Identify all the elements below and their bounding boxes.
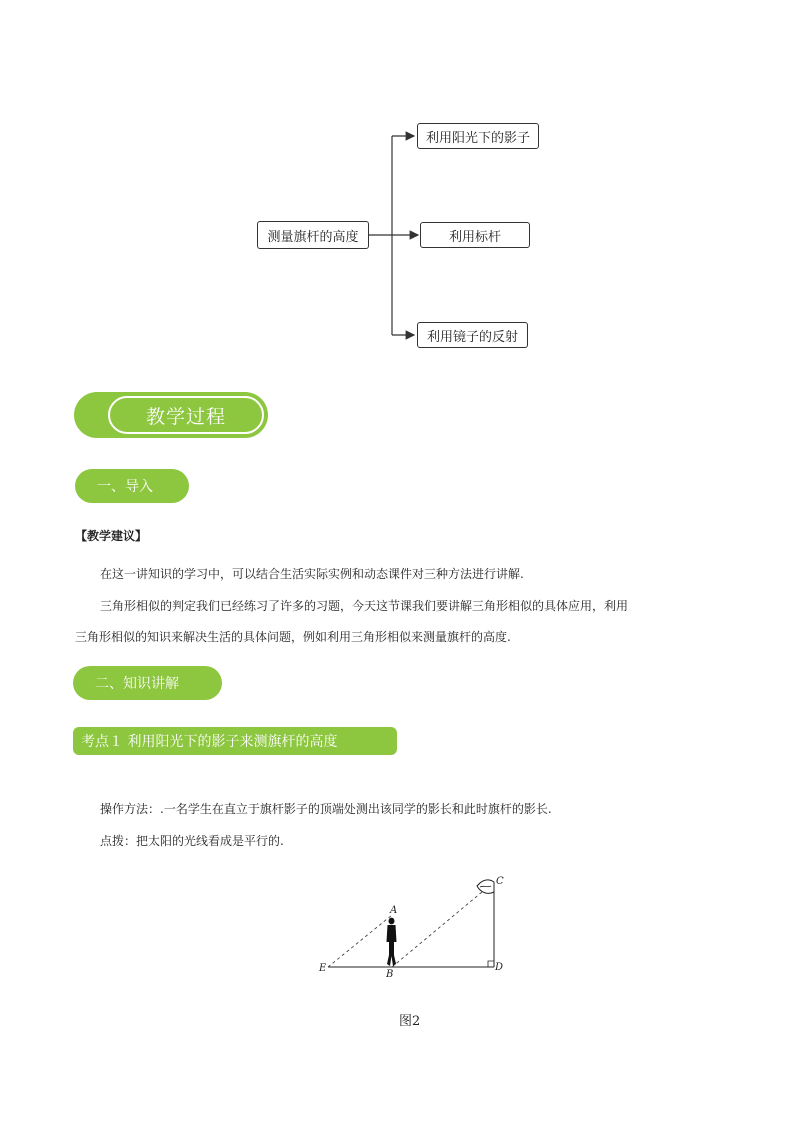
- label-B: B: [386, 969, 394, 980]
- mindmap-branch-mirror: 利用镜子的反射: [417, 322, 528, 348]
- keypoint-bar: 考点１ 利用阳光下的影子来测旗杆的高度: [73, 727, 397, 755]
- sun-ray-student: [328, 915, 392, 967]
- section-1-label: 一、导入: [75, 469, 189, 503]
- mindmap-branch-pole: 利用标杆: [420, 222, 530, 248]
- sun-ray-flagpole: [392, 882, 494, 967]
- figure-caption: 图2: [399, 1014, 421, 1029]
- label-C: C: [496, 876, 504, 887]
- mindmap-branch-shadow: 利用阳光下的影子: [417, 123, 539, 149]
- paragraph-1: 在这一讲知识的学习中，可以结合生活实际实例和动态课件对三种方法进行讲解.: [100, 567, 524, 581]
- section-title: 教学过程: [108, 396, 264, 434]
- student-silhouette: [387, 918, 397, 966]
- label-A: A: [390, 905, 398, 916]
- mindmap-connectors: [0, 0, 794, 400]
- hint-text: 点拨：把太阳的光线看成是平行的.: [100, 834, 284, 848]
- method-text: 操作方法：.一名学生在直立于旗杆影子的顶端处测出该同学的影长和此时旗杆的影长.: [100, 802, 552, 816]
- label-E: E: [319, 963, 327, 974]
- label-D: D: [495, 962, 504, 973]
- flagpole-figure: [0, 860, 794, 1000]
- paragraph-2: 三角形相似的判定我们已经练习了许多的习题，今天这节课我们要讲解三角形相似的具体应用，利用: [100, 599, 629, 613]
- right-angle-mark: [488, 961, 494, 967]
- section-2-label: 二、知识讲解: [73, 666, 222, 700]
- paragraph-3: 三角形相似的知识来解决生活的具体问题，例如利用三角形相似来测量旗杆的高度.: [75, 630, 511, 644]
- mindmap-root: 测量旗杆的高度: [257, 221, 369, 249]
- teaching-suggestion-title: 【教学建议】: [75, 529, 148, 543]
